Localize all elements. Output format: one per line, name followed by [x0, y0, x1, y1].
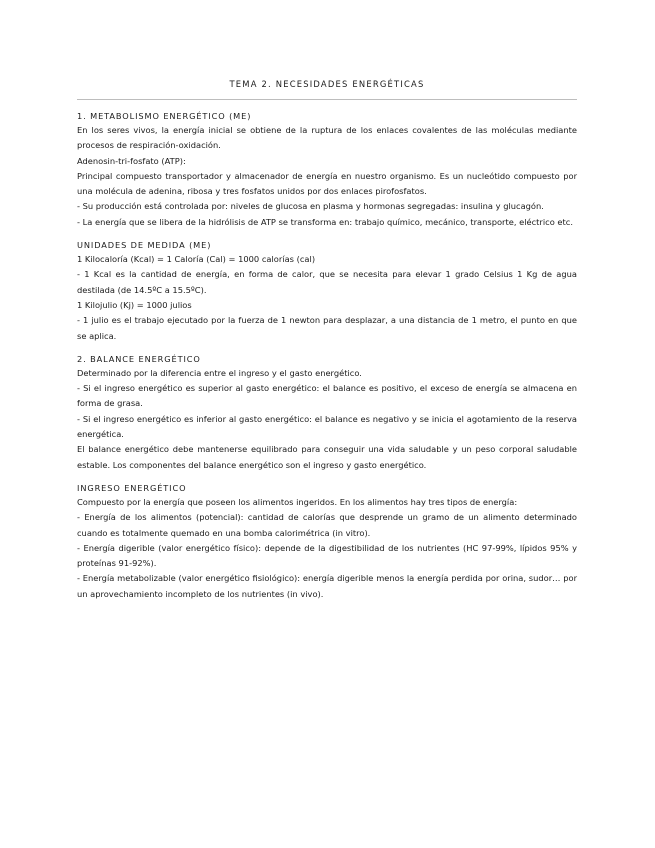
paragraph: - Energía metabolizable (valor energético fisiológico): energía digerible menos la energía perdida por orina, sudor… por un aprovechamiento incompleto de los nutrientes (in vivo). [77, 573, 577, 599]
document-title: TEMA 2. NECESIDADES ENERGÉTICAS [229, 79, 425, 89]
paragraph: 1 Kilojulio (Kj) = 1000 julios [77, 299, 192, 310]
paragraph: - Si el ingreso energético es inferior al gasto energético: el balance es negativo y se inicia el agotamiento de la reserva energética. [77, 413, 577, 440]
section-metabolismo [77, 110, 577, 230]
paragraph: - 1 Kcal es la cantidad de energía, en forma de calor, que se necesita para elevar 1 grado Celsius 1 Kg de agua destilada (de 14.5ºC a 15.5ºC). [77, 269, 577, 295]
paragraph: - Energía digerible (valor energético físico): depende de la digestibilidad de los nutrientes (HC 97-99%, lípidos 95% y proteínas 91-92%). [77, 542, 577, 569]
section-heading: UNIDADES DE MEDIDA (ME) [77, 240, 212, 251]
paragraph: 1 Kilocaloría (Kcal) = 1 Caloría (Cal) = 1000 calorías (cal) [77, 254, 316, 265]
section-unidades [77, 239, 577, 344]
paragraph: - La energía que se libera de la hidrólisis de ATP se transforma en: trabajo químico, mecánico, transporte, eléctrico etc. [77, 216, 573, 227]
section-heading: 2. BALANCE ENERGÉTICO [77, 353, 201, 364]
paragraph: En los seres vivos, la energía inicial se obtiene de la ruptura de los enlaces covalentes de las moléculas mediante procesos de respiración-oxidación. [77, 125, 577, 151]
paragraph: El balance energético debe mantenerse equilibrado para conseguir una vida saludable y un peso corporal saludable estable. Los componentes del balance energético son el ingreso y gasto energético. [77, 444, 577, 470]
document-page [77, 78, 577, 602]
paragraph: - Su producción está controlada por: niveles de glucosa en plasma y hormonas segregadas: insulina y glucagón. [77, 201, 544, 212]
paragraph: Adenosin-tri-fosfato (ATP): [77, 155, 186, 166]
section-balance [77, 353, 577, 473]
section-ingreso [77, 482, 577, 602]
section-heading: 1. METABOLISMO ENERGÉTICO (ME) [77, 111, 252, 121]
paragraph: Determinado por la diferencia entre el ingreso y el gasto energético. [77, 367, 362, 378]
paragraph: - Energía de los alimentos (potencial): cantidad de calorías que desprende un gramo de un alimento determinado cuando es totalmente quemado en una bomba calorimétrica (in vitro). [77, 512, 577, 538]
paragraph: - Si el ingreso energético es superior al gasto energético: el balance es positivo, el exceso de energía se almacena en forma de grasa. [77, 383, 577, 409]
paragraph: Principal compuesto transportador y almacenador de energía en nuestro organismo. Es un nucleótido compuesto por una molécula de adenina, ribosa y tres fosfatos unidos por dos enlaces pirofosfatos. [77, 170, 577, 197]
paragraph: Compuesto por la energía que poseen los alimentos ingeridos. En los alimentos hay tres tipos de energía: [77, 496, 518, 507]
title-divider [77, 99, 577, 100]
paragraph: - 1 julio es el trabajo ejecutado por la fuerza de 1 newton para desplazar, a una distancia de 1 metro, el punto en que se aplica. [77, 315, 577, 341]
section-heading: INGRESO ENERGÉTICO [77, 482, 187, 493]
